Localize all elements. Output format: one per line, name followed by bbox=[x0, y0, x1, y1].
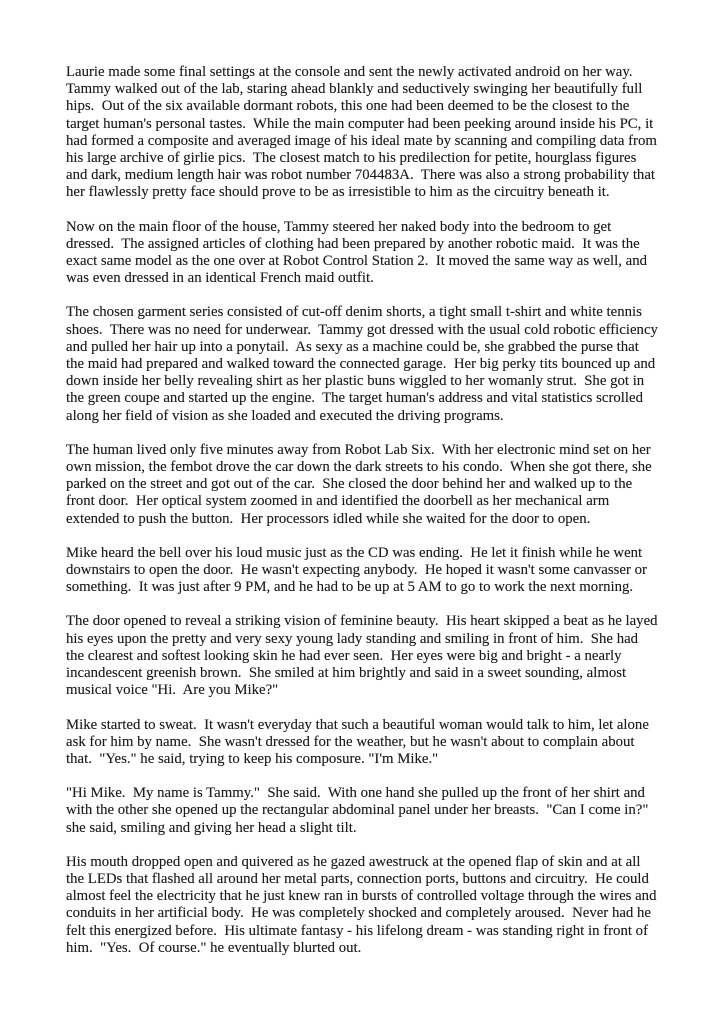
paragraph-9: His mouth dropped open and quivered as he gazed awestruck at the opened flap of skin and at all the LEDs that flashed all around her metal parts, connection ports, buttons and circuitry. He could almost feel the electricity that he just knew ran in bursts of controlled voltage through the wires and conduits in her artificial body. He was completely shocked and completely aroused. Never had he felt this energized before. His ultimate fantasy - his lifelong dream - was standing right in front of him. "Yes. Of course." he eventually blurted out. bbox=[66, 853, 661, 956]
paragraph-6: The door opened to reveal a striking vision of feminine beauty. His heart skipped a beat as he layed his eyes upon the pretty and very sexy young lady standing and smiling in front of him. She had the clearest and softest looking skin he had ever seen. Her eyes were big and bright - a nearly incandescent greenish brown. She smiled at him brightly and said in a sweet sounding, almost musical voice "Hi. Are you Mike?" bbox=[66, 613, 662, 699]
paragraph-3: The chosen garment series consisted of cut-off denim shorts, a tight small t-shirt and white tennis shoes. There was no need for underwear. Tammy got dressed with the usual cold robotic efficiency and pulled her hair up into a ponytail. As sexy as a machine could be, she grabbed the purse that the maid had prepared and walked toward the connected garage. Her big perky tits bounced up and down inside her belly revealing shirt as her plastic buns wiggled to her womanly strut. She got in the green coupe and started up the engine. The target human's address and vital statistics scrolled along her field of vision as she loaded and executed the driving programs. bbox=[66, 304, 662, 424]
paragraph-2: Now on the main floor of the house, Tammy steered her naked body into the bedroom to get dressed. The assigned articles of clothing had been prepared by another robotic maid. It was the exact same model as the one over at Robot Control Station 2. It moved the same way as well, and was even dressed in an identical French maid outfit. bbox=[66, 218, 651, 287]
paragraph-8: "Hi Mike. My name is Tammy." She said. With one hand she pulled up the front of her shirt and with the other she opened up the rectangular abdominal panel under her breasts. "Can I come in?" she said, smiling and giving her head a slight tilt. bbox=[66, 785, 653, 836]
paragraph-5: Mike heard the bell over his loud music just as the CD was ending. He let it finish while he went downstairs to open the door. He wasn't expecting anybody. He hoped it wasn't some canvasser or something. It was just after 9 PM, and he had to be up at 5 AM to go to work the next morning. bbox=[66, 544, 651, 596]
paragraph-4: The human lived only five minutes away from Robot Lab Six. With her electronic mind set on her own mission, the fembot drove the car down the dark streets to his condo. When she got there, she parked on the street and got out of the car. She closed the door behind her and walked up to the front door. Her optical system zoomed in and identified the doorbell as her mechanical arm extended to push the button. Her processors idled while she waited for the door to open. bbox=[66, 441, 656, 527]
paragraph-1: Laurie made some final settings at the console and sent the newly activated android on her way. Tammy walked out of the lab, staring ahead blankly and seductively swinging her beautifully full hips. Out of the six available dormant robots, this one had been deemed to be the closest to the target human's personal tastes. While the main computer had been peeking around inside his PC, it had formed a composite and averaged image of his ideal mate by scanning and compiling data from his large archive of girlie pics. The closest match to his predilection for petite, hourglass figures and dark, medium length hair was robot number 704483A. There was also a strong probability that her flawlessly pretty face should prove to be as irresistible to him as the circuitry beneath it. bbox=[66, 64, 661, 201]
paragraph-7: Mike started to sweat. It wasn't everyday that such a beautiful woman would talk to him, let alone ask for him by name. She wasn't dressed for the weather, but he wasn't about to complain about that. "Yes." he said, trying to keep his composure. "I'm Mike." bbox=[66, 716, 653, 767]
